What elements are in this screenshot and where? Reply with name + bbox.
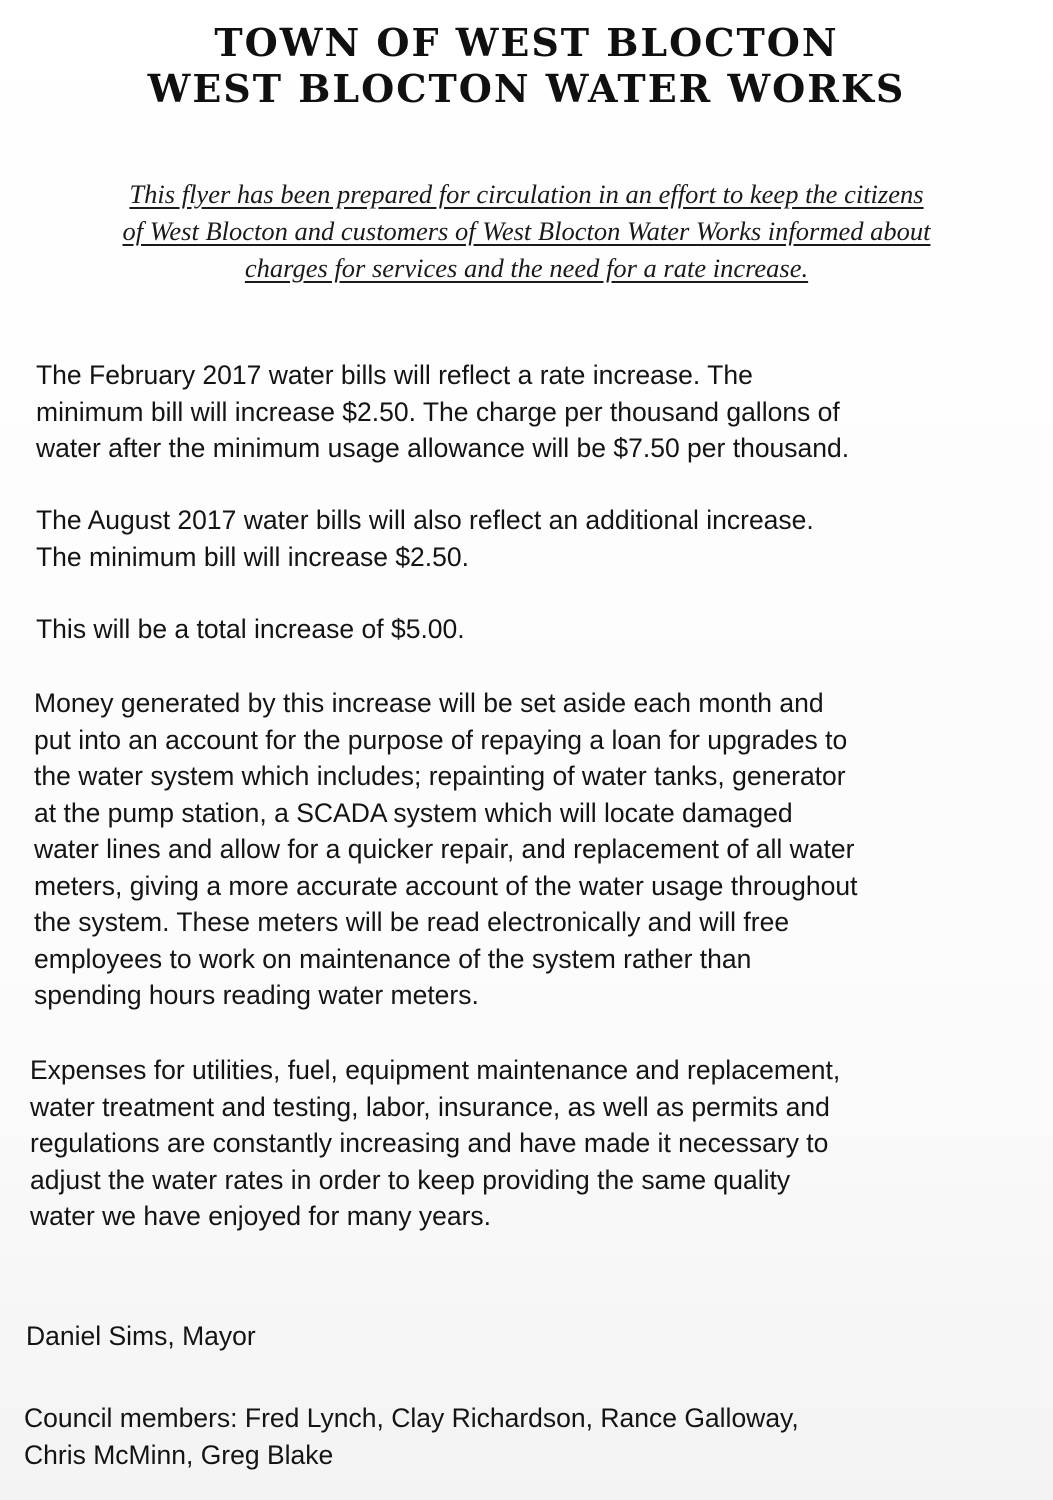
intro-line: of West Blocton and customers of West Blocton Water Works informed about (122, 216, 931, 246)
paragraph-line: The August 2017 water bills will also reflect an additional increase. (36, 505, 814, 535)
paragraph-august-increase (36, 502, 1031, 575)
paragraph-expenses (30, 1052, 1035, 1235)
paragraph-line: water after the minimum usage allowance will be $7.50 per thousand. (36, 433, 850, 463)
mayor-signature (26, 1318, 1026, 1355)
paragraph-line: minimum bill will increase $2.50. The charge per thousand gallons of (36, 396, 840, 427)
paragraph-line: meters, giving a more accurate account of the water usage throughout (34, 870, 858, 901)
paragraph-line: spending hours reading water meters. (34, 980, 479, 1010)
paragraph-total-increase (36, 611, 1031, 648)
header-water-works-title: WEST BLOCTON WATER WORKS (147, 66, 906, 111)
paragraph-loan-upgrades (34, 685, 1034, 1014)
paragraph-line: Money generated by this increase will be set aside each month and (34, 688, 824, 718)
intro-statement (40, 176, 1013, 287)
council-line: Chris McMinn, Greg Blake (24, 1439, 334, 1470)
paragraph-line: regulations are constantly increasing and have made it necessary to (30, 1128, 829, 1158)
paragraph-line: at the pump station, a SCADA system which will locate damaged (34, 797, 793, 828)
paragraph-february-increase (36, 357, 1031, 467)
intro-line: This flyer has been prepared for circulation in an effort to keep the citizens (129, 179, 924, 209)
paragraph-line: the system. These meters will be read electronically and will free (34, 907, 790, 937)
paragraph-line: This will be a total increase of $5.00. (36, 614, 465, 644)
paragraph-line: employees to work on maintenance of the system rather than (34, 943, 752, 974)
paragraph-line: The February 2017 water bills will reflect a rate increase. The (36, 360, 753, 390)
paragraph-line: water treatment and testing, labor, insurance, as well as permits and (30, 1091, 830, 1122)
council-line: Council members: Fred Lynch, Clay Richardson, Rance Galloway, (24, 1403, 799, 1433)
mayor-name: Daniel Sims, Mayor (26, 1321, 256, 1351)
paragraph-line: the water system which includes; repainting of water tanks, generator (34, 761, 846, 791)
header-town-title: TOWN OF WEST BLOCTON (214, 20, 839, 65)
paragraph-line: adjust the water rates in order to keep providing the same quality (30, 1164, 791, 1195)
flyer-header (0, 20, 1053, 112)
paragraph-line: put into an account for the purpose of repaying a loan for upgrades to (34, 724, 848, 755)
paragraph-line: The minimum bill will increase $2.50. (36, 541, 469, 572)
paragraph-line: water lines and allow for a quicker repair, and replacement of all water (34, 834, 855, 864)
paragraph-line: water we have enjoyed for many years. (30, 1201, 492, 1231)
paragraph-line: Expenses for utilities, fuel, equipment maintenance and replacement, (30, 1055, 841, 1085)
intro-line: charges for services and the need for a rate increase. (244, 253, 809, 283)
council-members (24, 1400, 1024, 1473)
